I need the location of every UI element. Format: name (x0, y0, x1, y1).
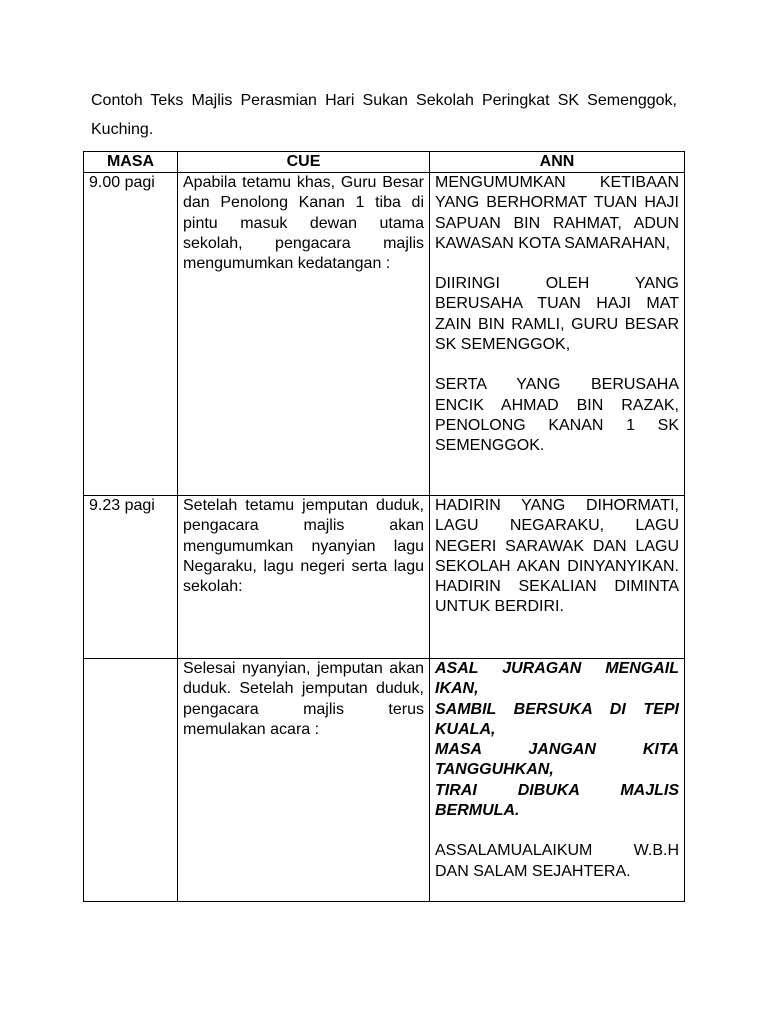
pantun-line: SAMBIL BERSUKA DI TEPI KUALA, (435, 700, 679, 738)
masa-cell: 9.23 pagi (84, 496, 178, 659)
table-row (84, 659, 685, 902)
ann-cell (430, 496, 685, 659)
pantun-line: MASA JANGAN KITA TANGGUHKAN, (435, 741, 679, 779)
cue-cell: Setelah tetamu jemputan duduk, pengacara majlis akan mengumumkan nyanyian lagu Negaraku, lagu negeri serta lagu sekolah: (178, 496, 430, 659)
ann-paragraph: MENGUMUMKAN KETIBAAN YANG BERHORMAT TUAN HAJI SAPUAN BIN RAHMAT, ADUN KAWASAN KOTA SAMARAHAN, (435, 174, 679, 252)
pantun-verse (435, 659, 679, 821)
ann-paragraph: DIIRINGI OLEH YANG BERUSAHA TUAN HAJI MAT ZAIN BIN RAMLI, GURU BESAR SK SEMENGGOK, (435, 275, 679, 354)
column-header-cue: CUE (178, 152, 430, 173)
table-header-row (84, 152, 685, 173)
masa-cell: 9.00 pagi (84, 173, 178, 496)
ann-cell (430, 659, 685, 902)
cue-cell: Selesai nyanyian, jemputan akan duduk. Setelah jemputan duduk, pengacara majlis terus memulakan acara : (178, 659, 430, 902)
table-row (84, 496, 685, 659)
ann-paragraph: ASSALAMUALAIKUM W.B.H DAN SALAM SEJAHTERA. (435, 842, 679, 880)
document-heading: Contoh Teks Majlis Perasmian Hari Sukan Sekolah Peringkat SK Semenggok, Kuching. (91, 92, 677, 138)
pantun-line: TIRAI DIBUKA MAJLIS BERMULA. (435, 781, 679, 820)
ann-paragraph: SERTA YANG BERUSAHA ENCIK AHMAD BIN RAZAK, PENOLONG KANAN 1 SK SEMENGGOK. (435, 376, 679, 455)
table-row (84, 173, 685, 496)
ann-cell (430, 173, 685, 496)
ann-paragraph: HADIRIN YANG DIHORMATI, LAGU NEGARAKU, LAGU NEGERI SARAWAK DAN LAGU SEKOLAH AKAN DINYANYIKAN. HADIRIN SEKALIAN DIMINTA UNTUK BERDIRI. (435, 497, 679, 616)
masa-cell (84, 659, 178, 902)
column-header-ann: ANN (430, 152, 685, 173)
program-script-table (83, 151, 685, 902)
column-header-masa: MASA (84, 152, 178, 173)
pantun-line: ASAL JURAGAN MENGAIL IKAN, (435, 660, 679, 698)
cue-cell: Apabila tetamu khas, Guru Besar dan Penolong Kanan 1 tiba di pintu masuk dewan utama sekolah, pengacara majlis mengumumkan kedatangan : (178, 173, 430, 496)
